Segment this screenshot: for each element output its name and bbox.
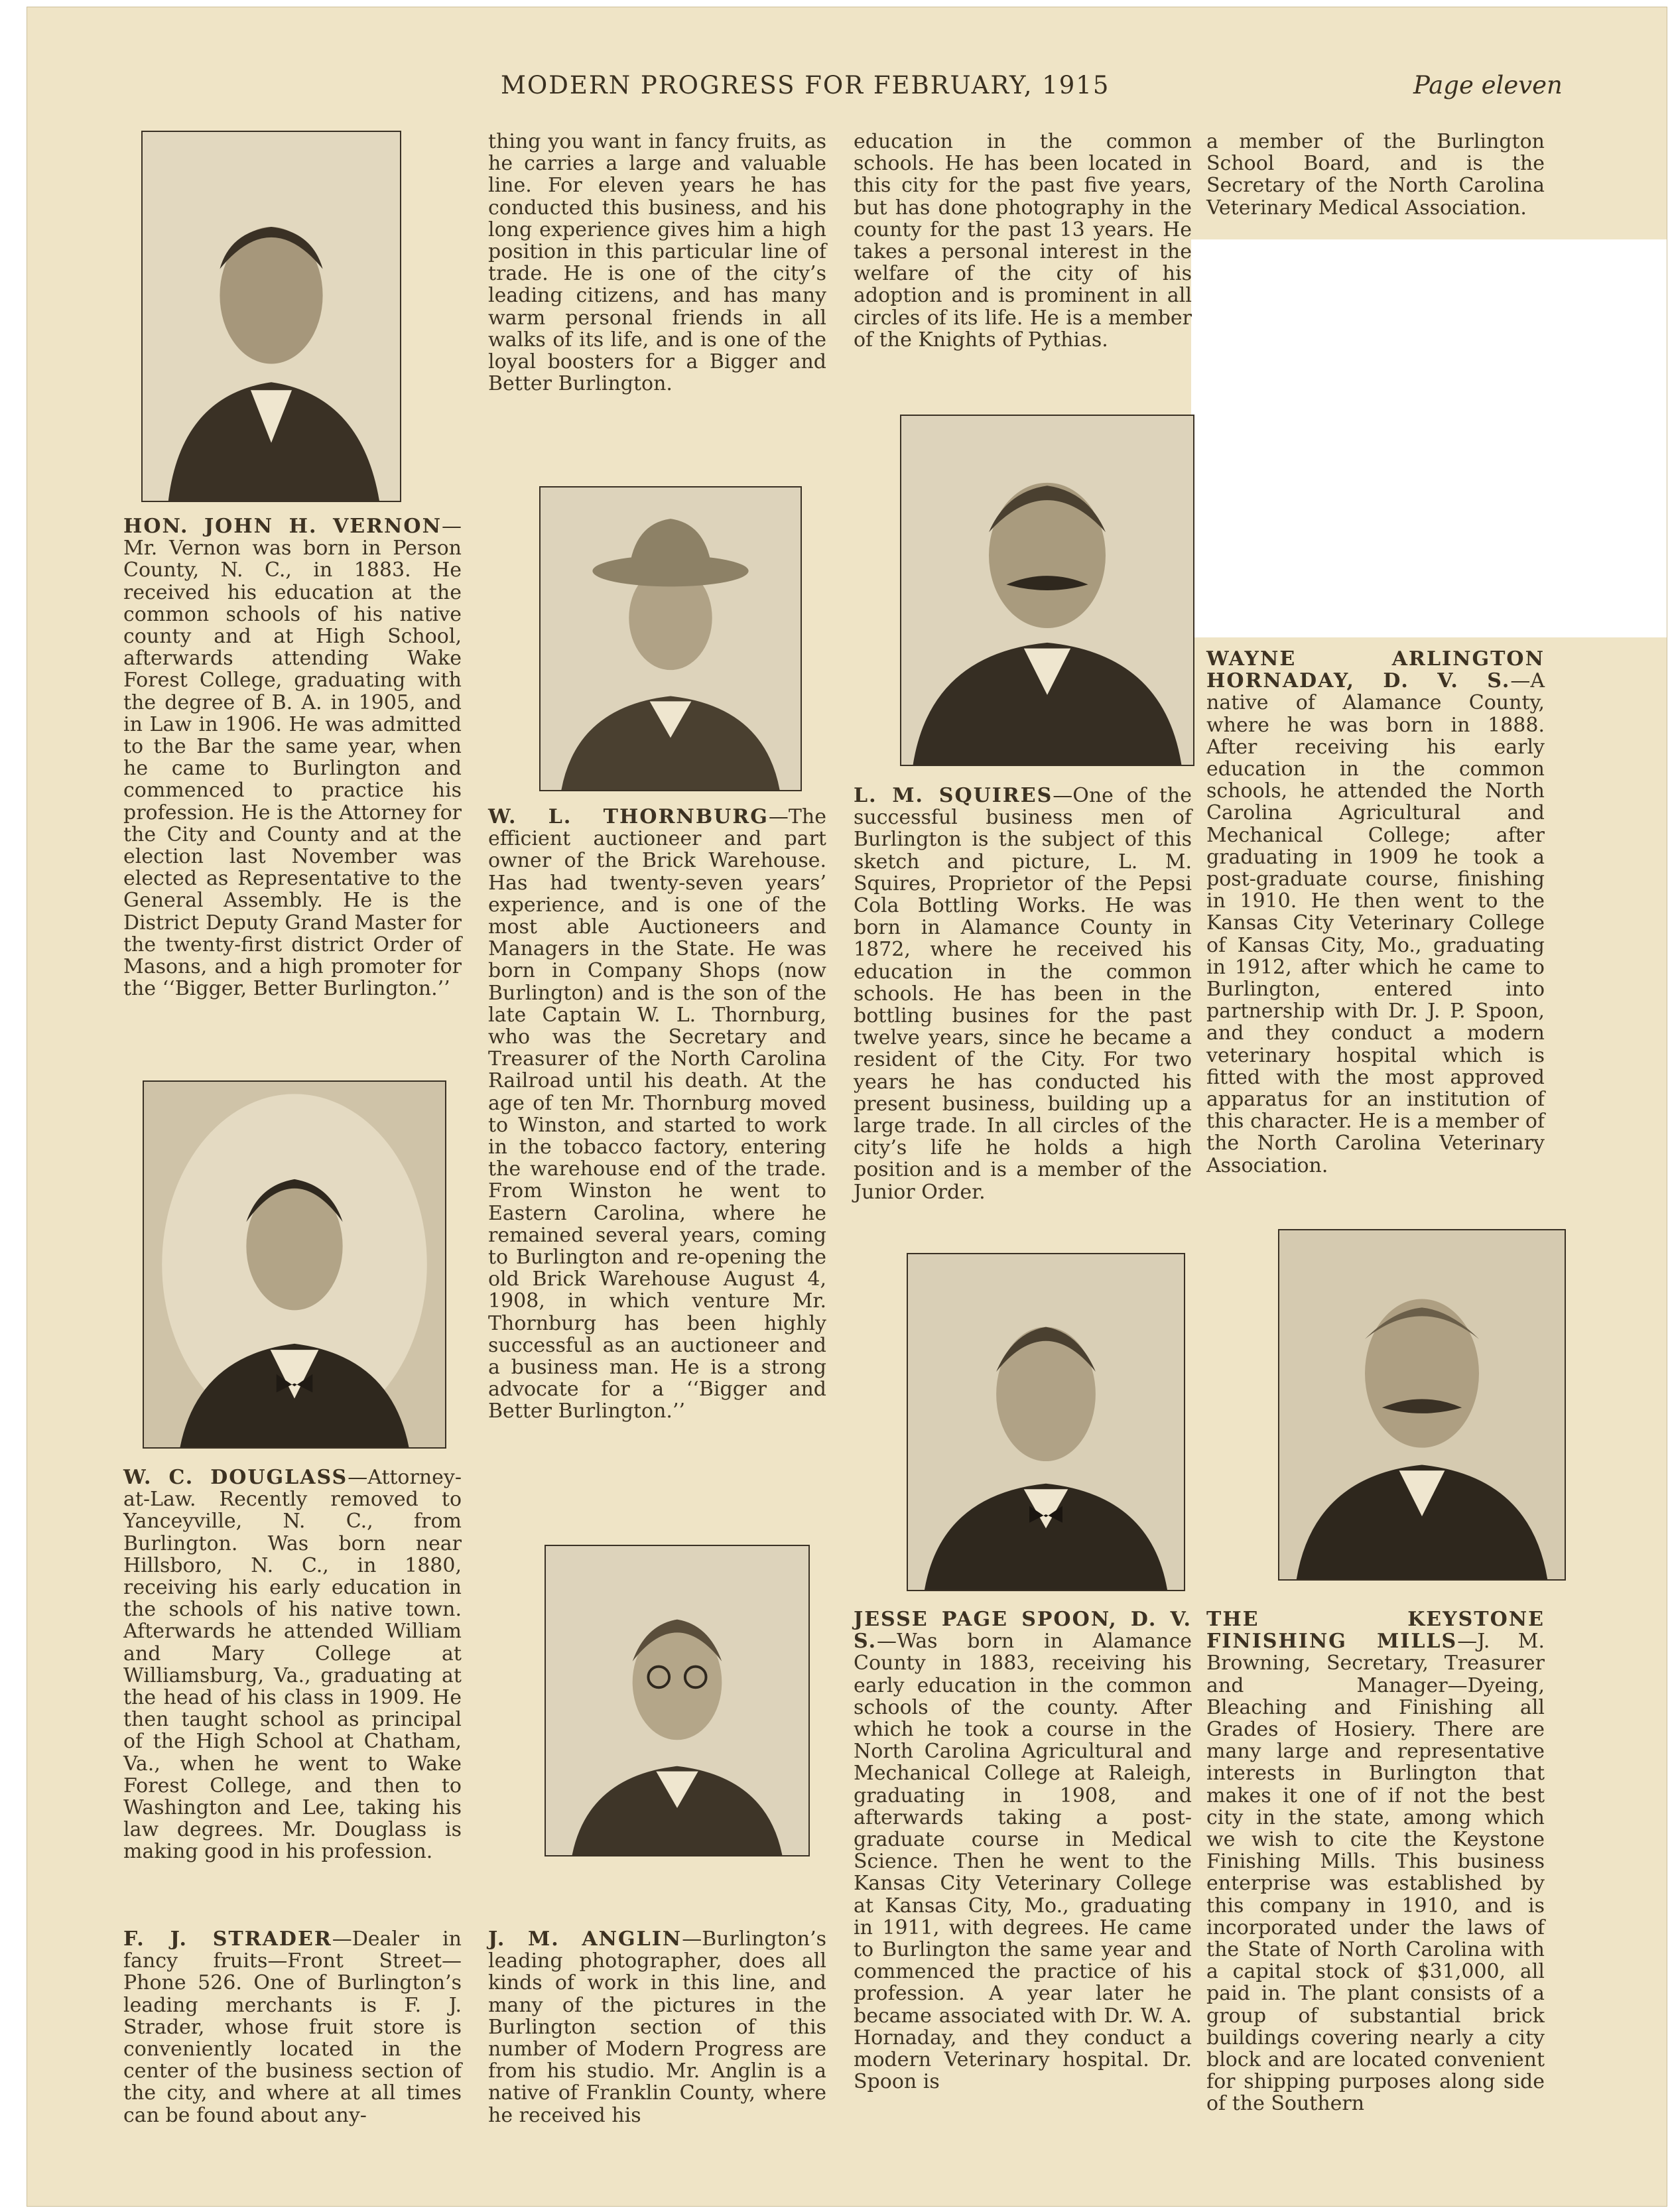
newspaper-page xyxy=(27,7,1667,2207)
article-douglass xyxy=(123,1466,462,1863)
portrait-browning xyxy=(1278,1229,1566,1581)
portrait-anglin xyxy=(545,1545,810,1856)
article-heading: J. M. ANGLIN xyxy=(488,1927,682,1951)
article-heading: F. J. STRADER xyxy=(123,1927,332,1951)
article-spoon-continued xyxy=(1206,131,1545,219)
article-body: thing you want in fancy fruits, as he carries a large and valuable line. For eleven years he has conducted this business, and his long experience gives him a high position in this particular line of trade. He is one of the city’s leading citizens, and has many warm personal friends in all walks of its life, and is one of the loyal boosters for a Bigger and Better Burlington. xyxy=(488,130,826,396)
article-body: —Attorney-at-Law. Recently removed to Yanceyville, N. C., from Burlington. Was born near Hillsboro, N. C., in 1880, receiving his early education in the schools of his native town. Afterwards he attended William and Mary College at Williamsburg, Va., graduating at the head of his class in 1909. He then taught school as principal of the High School at Chatham, Va., when he went to Wake Forest College, and then to Washington and Lee, taking his law degrees. Mr. Douglass is making good in his profession. xyxy=(123,1466,462,1864)
article-heading: W. C. DOUGLASS xyxy=(123,1466,348,1489)
article-thornburg xyxy=(488,806,826,1423)
article-heading: JESSE PAGE SPOON, D. V. S. xyxy=(854,1608,1192,1654)
article-vernon xyxy=(123,515,462,1000)
article-body: —One of the successful business men of Burlington is the subject of this sketch and picture, L. M. Squires, Proprietor of the Pepsi Cola Bottling Works. He was born in Alamance County in 1872, where he received his education in the common schools. He has been in the bottling busines for the past twelve years, since he became a resident of the City. For two years he has conducted his present business, building up a large trade. In all circles of the city’s life he holds a high position and is a member of the Junior Order. xyxy=(854,784,1192,1204)
article-squires xyxy=(854,785,1192,1203)
article-body: —J. M. Browning, Secretary, Treasurer and Manager—Dyeing, Bleaching and Finishing all Grades of Hosiery. There are many large and representative interests in Burlington that makes it one of if not the best city in the state, among which we wish to cite the Keystone Finishing Mills. This business enterprise was established by this company in 1910, and is incorporated under the laws of the State of North Carolina with a capital stock of $31,000, all paid in. The plant consists of a group of substantial brick buildings covering nearly a city block and are located convenient for shipping purposes along side of the Southern xyxy=(1206,1630,1545,2116)
article-strader-continued xyxy=(488,131,826,395)
article-keystone xyxy=(1206,1608,1545,2115)
article-heading: WAYNE ARLINGTON HORNADAY, D. V. S. xyxy=(1206,647,1545,693)
portrait-thornburg xyxy=(539,486,802,791)
article-hornaday xyxy=(1206,648,1545,1177)
article-body: —Dealer in fancy fruits—Front Street—Phone 526. One of Burlington’s leading merchants is F. J. Strader, whose fruit store is conveniently located in the center of the business section of the city, and where at all times can be found about any- xyxy=(123,1927,462,2127)
article-body: education in the common schools. He has been located in this city for the past five years, but has done photography in the county for the past 13 years. He takes a personal interest in the welfare of the city of his adoption and is prominent in all circles of its life. He is a member of the Knights of Pythias. xyxy=(854,130,1192,352)
article-anglin-continued xyxy=(854,131,1192,351)
portrait-squires xyxy=(900,415,1194,766)
article-heading: L. M. SQUIRES xyxy=(854,784,1053,807)
article-spoon xyxy=(854,1608,1192,2093)
article-heading: THE KEYSTONE FINISHING MILLS xyxy=(1206,1608,1545,1654)
article-anglin xyxy=(488,1928,826,2126)
portrait-douglass xyxy=(143,1080,446,1449)
page-header-title: MODERN PROGRESS FOR FEBRUARY, 1915 xyxy=(501,71,1110,99)
article-body: —A native of Alamance County, where he was born in 1888. After receiving his early education in the common schools, he attended the North Carolina Agricultural and Mechanical College; after graduating in 1909 he took a post-graduate course, finishing in 1910. He then went to the Kansas City Veterinary College of Kansas City, Mo., graduating in 1912, after which he came to Burlington, entered into partnership with Dr. J. P. Spoon, and they conduct a modern veterinary hospital which is fitted with the most approved apparatus for an institution of this character. He is a member of the North Carolina Veterinary Association. xyxy=(1206,669,1545,1177)
article-body: a member of the Burlington School Board, and is the Secretary of the North Carolina Veterinary Medical Association. xyxy=(1206,130,1545,220)
article-strader xyxy=(123,1928,462,2126)
article-body: —Was born in Alamance County in 1883, receiving his early education in the common schools of the county. After which he took a course in the North Carolina Agricultural and Mechanical College at Raleigh, graduating in 1908, and afterwards taking a post-graduate course in Medical Science. Then he went to the Kansas City Veterinary College at Kansas City, Mo., graduating in 1911, with degrees. He came to Burlington the same year and commenced the practice of his profession. A year later he became associated with Dr. W. A. Hornaday, and they conduct a modern Veterinary hospital. Dr. Spoon is xyxy=(854,1630,1192,2094)
article-heading: W. L. THORNBURG xyxy=(488,805,769,828)
article-body: —The efficient auctioneer and part owner of the Brick Warehouse. Has had twenty-seven years’ experience, and is one of the most able Auctioneers and Managers in the State. He was born in Company Shops (now Burlington) and is the son of the late Captain W. L. Thornburg, who was the Secretary and Treasurer of the North Carolina Railroad until his death. At the age of ten Mr. Thornburg moved to Winston, and started to work in the tobacco factory, entering the warehouse end of the trade. From Winston he went to Eastern Carolina, where he remained several years, coming to Burlington and re-opening the old Brick Warehouse August 4, 1908, in which venture Mr. Thornburg has been highly successful as an auctioneer and a business man. He is a strong advocate for a ‘‘Bigger and Better Burlington.’’ xyxy=(488,805,826,1423)
page-number: Page eleven xyxy=(1413,71,1563,99)
portrait-spoon xyxy=(907,1253,1185,1591)
article-body: —Burlington’s leading photographer, does all kinds of work in this line, and many of the pictures in the Burlington section of this number of Modern Progress are from his studio. Mr. Anglin is a native of Franklin County, where he received his xyxy=(488,1927,826,2127)
portrait-vernon xyxy=(141,131,401,502)
article-heading: HON. JOHN H. VERNON xyxy=(123,515,442,538)
blank-area xyxy=(1191,239,1667,637)
article-body: —Mr. Vernon was born in Person County, N. C., in 1883. He received his education at the common schools of his native county and at High School, afterwards attending Wake Forest College, graduating with the degree of B. A. in 1905, and in Law in 1906. He was admitted to the Bar the same year, when he came to Burlington and commenced to practice his profession. He is the Attorney for the City and County and at the election last November was elected as Representative to the General Assembly. He is the District Deputy Grand Master for the twenty-first district Order of Masons, and a high promoter for the ‘‘Bigger, Better Burlington.’’ xyxy=(123,515,462,1001)
